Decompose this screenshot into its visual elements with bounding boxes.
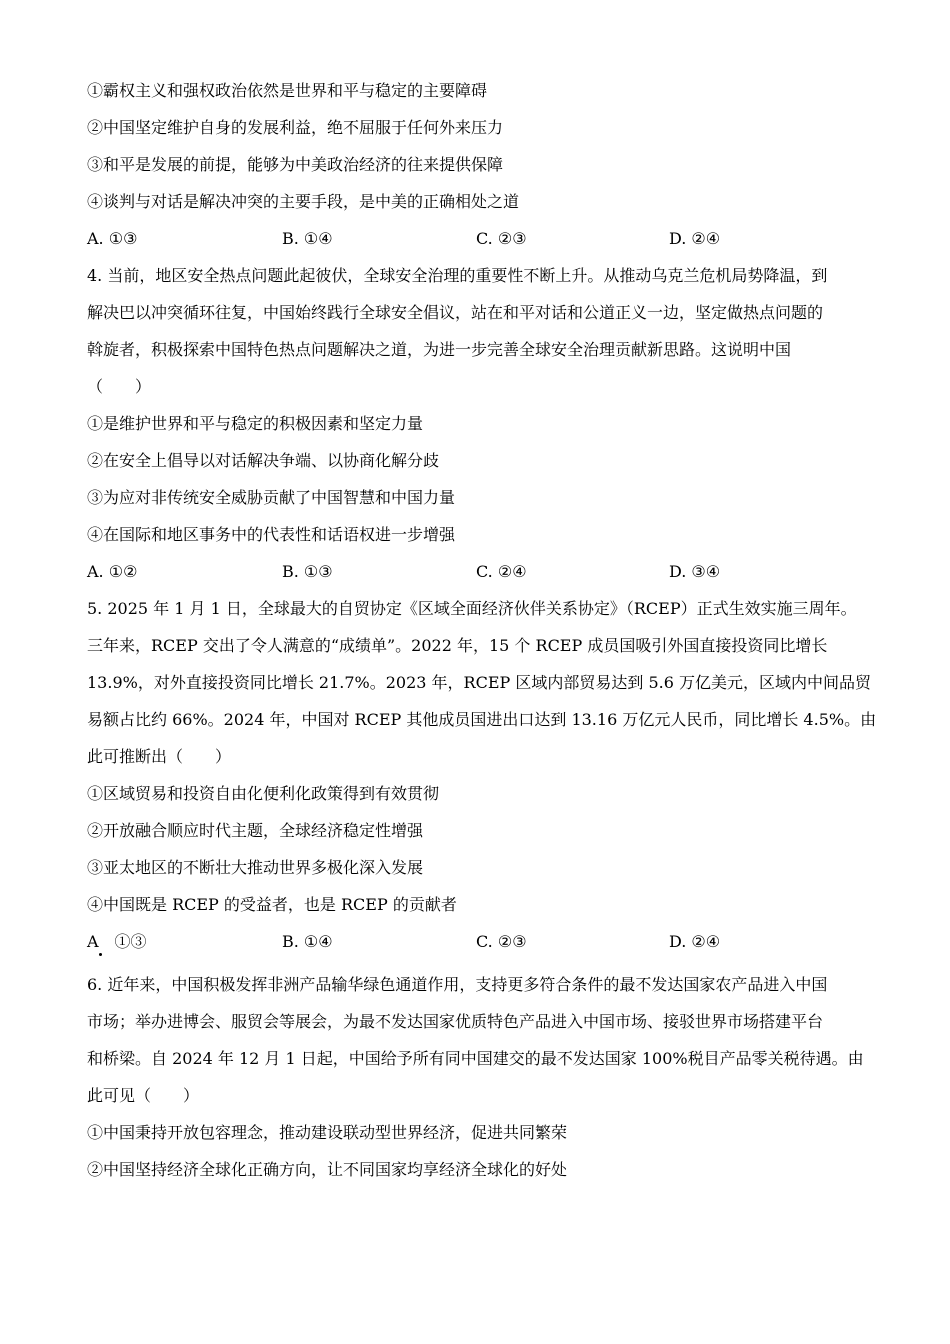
q5-statement-2: ②开放融合顺应时代主题，全球经济稳定性增强 [87,821,424,840]
q5-statement-1: ①区域贸易和投资自由化便利化政策得到有效贯彻 [87,784,440,803]
q3-statements [87,72,863,220]
q3-option-b[interactable]: B. ①④ [282,229,333,248]
q4-stem-line-2: 解决巴以冲突循环往复，中国始终践行全球安全倡议，站在和平对话和公道正义一边，坚定做热点问题的 [87,303,824,322]
q6-stem-line-3: 和桥梁。自 2024 年 12 月 1 日起，中国给予所有同中国建交的最不发达国家 100%税目产品零关税待遇。由 [87,1049,864,1068]
q3-statement-2: ②中国坚定维护自身的发展利益，绝不屈服于任何外来压力 [87,118,504,137]
q6-statement-2: ②中国坚持经济全球化正确方向，让不同国家均享经济全球化的好处 [87,1160,568,1179]
q4-option-b[interactable]: B. ①③ [282,562,333,581]
q6-stem-line-1: 6. 近年来，中国积极发挥非洲产品输华绿色通道作用，支持更多符合条件的最不发达国家农产品进入中国 [87,975,828,994]
q5-stem-line-5: 此可推断出（ ） [87,747,232,766]
q6-statements [87,1114,863,1188]
q6-stem-line-4: 此可见（ ） [87,1086,200,1105]
q4-stem [87,257,863,405]
q5-stem [87,590,877,775]
q5-stem-line-2: 三年来，RCEP 交出了令人满意的“成绩单”。2022 年，15 个 RCEP 成员国吸引外国直接投资同比增长 [87,636,828,655]
q5-stem-line-1: 5. 2025 年 1 月 1 日，全球最大的自贸协定《区域全面经济伙伴关系协定》（RCEP）正式生效实施三周年。 [87,599,857,618]
q5-options [87,923,863,960]
q6-stem [87,966,863,1114]
q3-statement-1: ①霸权主义和强权政治依然是世界和平与稳定的主要障碍 [87,81,488,100]
q4-stem-line-4: （ ） [87,377,152,396]
q6-stem-line-2: 市场；举办进博会、服贸会等展会，为最不发达国家优质特色产品进入中国市场、接驳世界市场搭建平台 [87,1012,824,1031]
q4-statement-2: ②在安全上倡导以对话解决争端、以协商化解分歧 [87,451,440,470]
q4-options [87,553,863,590]
q4-statement-1: ①是维护世界和平与稳定的积极因素和坚定力量 [87,414,424,433]
q5-option-c[interactable]: C. ②③ [476,932,527,951]
q3-options [87,220,863,257]
stray-dot-mark [99,953,102,956]
q6-statement-1: ①中国秉持开放包容理念，推动建设联动型世界经济，促进共同繁荣 [87,1123,568,1142]
q5-stem-line-3: 13.9%，对外直接投资同比增长 21.7%。2023 年，RCEP 区域内部贸易达到 5.6 万亿美元，区域内中间品贸 [87,673,871,692]
exam-page [87,72,877,1188]
q3-option-c[interactable]: C. ②③ [476,229,527,248]
q5-option-d[interactable]: D. ②④ [669,932,721,951]
q5-option-a[interactable]: A ①③ [87,932,147,951]
q3-statement-3: ③和平是发展的前提，能够为中美政治经济的往来提供保障 [87,155,504,174]
q4-option-c[interactable]: C. ②④ [476,562,527,581]
q4-statement-4: ④在国际和地区事务中的代表性和话语权进一步增强 [87,525,456,544]
q4-statements [87,405,863,553]
q5-option-b[interactable]: B. ①④ [282,932,333,951]
q5-stem-line-4: 易额占比约 66%。2024 年，中国对 RCEP 其他成员国进出口达到 13.16 万亿元人民币，同比增长 4.5%。由 [87,710,877,729]
q4-option-d[interactable]: D. ③④ [669,562,721,581]
q4-statement-3: ③为应对非传统安全威胁贡献了中国智慧和中国力量 [87,488,456,507]
q4-stem-line-1: 4. 当前，地区安全热点问题此起彼伏，全球安全治理的重要性不断上升。从推动乌克兰危机局势降温，到 [87,266,828,285]
q5-statement-3: ③亚太地区的不断壮大推动世界多极化深入发展 [87,858,424,877]
q5-statements [87,775,863,923]
q3-statement-4: ④谈判与对话是解决冲突的主要手段，是中美的正确相处之道 [87,192,520,211]
q3-option-a[interactable]: A. ①③ [87,229,138,248]
q4-stem-line-3: 斡旋者，积极探索中国特色热点问题解决之道，为进一步完善全球安全治理贡献新思路。这说明中国 [87,340,792,359]
q3-option-d[interactable]: D. ②④ [669,229,721,248]
q5-statement-4: ④中国既是 RCEP 的受益者，也是 RCEP 的贡献者 [87,895,457,914]
q4-option-a[interactable]: A. ①② [87,562,138,581]
